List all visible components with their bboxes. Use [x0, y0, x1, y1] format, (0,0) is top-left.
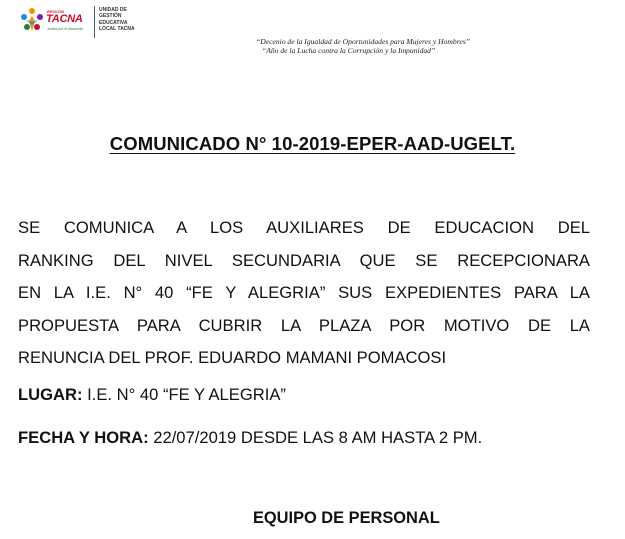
logo-region-name: TACNA [46, 13, 83, 25]
signature-team: EQUIPO DE PERSONAL [253, 509, 440, 527]
logo-region-small-text: REGIÓN [47, 9, 64, 14]
logo-unit-line: LOCAL TACNA [99, 25, 135, 32]
body-line: RANKING DEL NIVEL SECUNDARIA QUE SE RECEPCIONARA [18, 250, 590, 270]
logo-slogan: Juntos por el desarrollo [47, 27, 84, 31]
year-quote: “Año de la Lucha contra la Corrupción y la Impunidad” [262, 46, 436, 55]
region-tacna-emblem-icon [18, 7, 46, 35]
datetime-label: FECHA Y HORA: [18, 428, 149, 447]
communique-title: COMUNICADO N° 10-2019-EPER-AAD-UGELT. [109, 133, 516, 154]
logo-unit-line: EDUCATIVA [99, 19, 128, 26]
logo-unit-name [99, 7, 135, 32]
body-line: PROPUESTA PARA CUBRIR LA PLAZA POR MOTIVO DE LA [18, 315, 590, 335]
logo-divider [94, 6, 95, 38]
logo-unit-line: GESTIÓN [99, 13, 122, 20]
ugel-tacna-logo [18, 5, 148, 39]
body-line: RENUNCIA DEL PROF. EDUARDO MAMANI POMACOSI [18, 348, 447, 367]
communique-body [18, 212, 590, 375]
datetime-value: 22/07/2019 DESDE LAS 8 AM HASTA 2 PM. [148, 428, 483, 447]
body-line: SE COMUNICA A LOS AUXILIARES DE EDUCACION DEL [18, 218, 590, 237]
place-field [18, 385, 286, 405]
datetime-field [18, 428, 482, 448]
body-line: EN LA I.E. N° 40 “FE Y ALEGRIA” SUS EXPEDIENTES PARA LA [18, 283, 590, 302]
decade-quote: “Decenio de la Igualdad de Oportunidades para Mujeres y Hombres” [256, 37, 470, 46]
logo-unit-line: UNIDAD DE [99, 7, 127, 13]
place-value: I.E. N° 40 “FE Y ALEGRIA” [82, 385, 286, 404]
place-label: LUGAR: [18, 385, 83, 404]
